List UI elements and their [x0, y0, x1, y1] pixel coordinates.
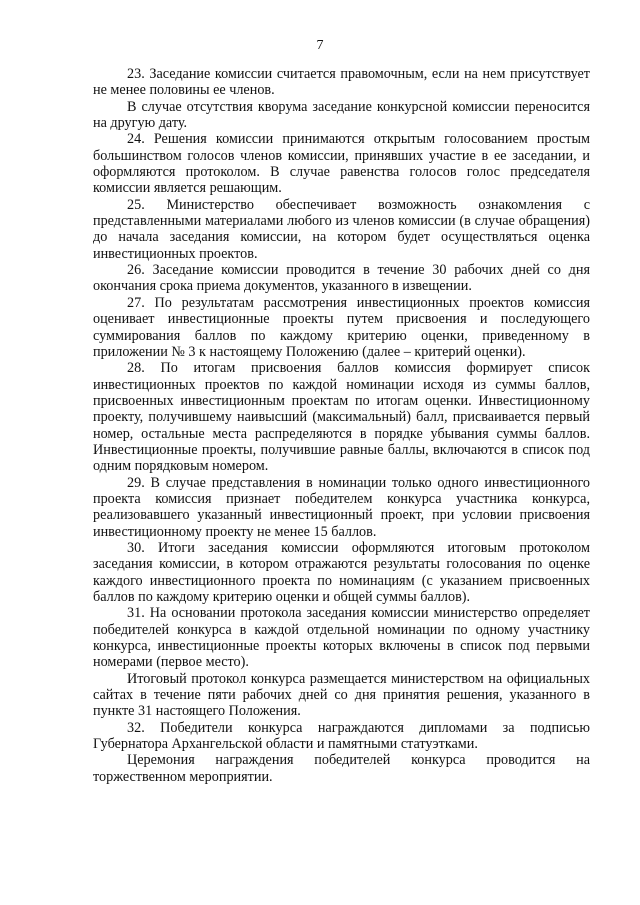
paragraph-28: 28. По итогам присвоения баллов комиссия формирует список инвестиционных проектов по каждой номинации исходя из суммы баллов, присвоенных инвестиционным проектам по итогам оценки. Инвестиционному проекту, получившему наивысший (максимальный) балл, присваивается первый номер, остальные места распределяются в порядке убывания суммы баллов. Инвестиционные проекты, получившие равные баллы, включаются в список под одним порядковым номером.: [93, 360, 590, 475]
page-number: 7: [316, 38, 324, 53]
paragraph-32-ceremony: Церемония награждения победителей конкурса проводится на торжественном мероприятии.: [93, 752, 590, 785]
paragraph-24: 24. Решения комиссии принимаются открытым голосованием простым большинством голосов членов комиссии, принявших участие в ее заседании, и оформляются протоколом. В случае равенства голосов голос председателя комиссии является решающим.: [93, 131, 590, 197]
paragraph-30: 30. Итоги заседания комиссии оформляются итоговым протоколом заседания комиссии, в котором отражаются результаты голосования по оценке каждого инвестиционного проекта по номинациям (с указанием присвоенных баллов по каждому критерию оценки и общей суммы баллов).: [93, 539, 590, 605]
paragraph-23: 23. Заседание комиссии считается правомочным, если на нем присутствует не менее половины ее членов.: [93, 66, 590, 99]
paragraph-25: 25. Министерство обеспечивает возможность ознакомления с представленными материалами любого из членов комиссии (в случае обращения) до начала заседания комиссии, на котором будет осуществляться оценка инвестиционных проектов.: [93, 196, 590, 262]
paragraph-31-protocol: Итоговый протокол конкурса размещается министерством на официальных сайтах в течение пяти рабочих дней со дня принятия решения, указанного в пункте 31 настоящего Положения.: [93, 670, 590, 720]
paragraph-31: 31. На основании протокола заседания комиссии министерство определяет победителей конкурса в каждой отдельной номинации по одному участнику конкурса, инвестиционные проекты которых включены в список под первыми номерами (первое место).: [93, 605, 590, 671]
paragraph-23-quorum: В случае отсутствия кворума заседание конкурсной комиссии переносится на другую дату.: [93, 98, 590, 132]
paragraph-27: 27. По результатам рассмотрения инвестиционных проектов комиссия оценивает инвестиционные проекты путем присвоения и последующего суммирования баллов по каждому критерию оценки, приведенному в приложении № 3 к настоящему Положению (далее – критерий оценки).: [93, 294, 590, 360]
paragraph-32: 32. Победители конкурса награждаются дипломами за подписью Губернатора Архангельской области и памятными статуэтками.: [93, 719, 590, 753]
document-body: [93, 66, 590, 785]
paragraph-29: 29. В случае представления в номинации только одного инвестиционного проекта комиссия признает победителем конкурса участника конкурса, реализовавшего указанный инвестиционный проект, при условии присвоения инвестиционному проекту не менее 15 баллов.: [93, 474, 590, 540]
paragraph-26: 26. Заседание комиссии проводится в течение 30 рабочих дней со дня окончания срока приема документов, указанного в извещении.: [93, 262, 590, 295]
